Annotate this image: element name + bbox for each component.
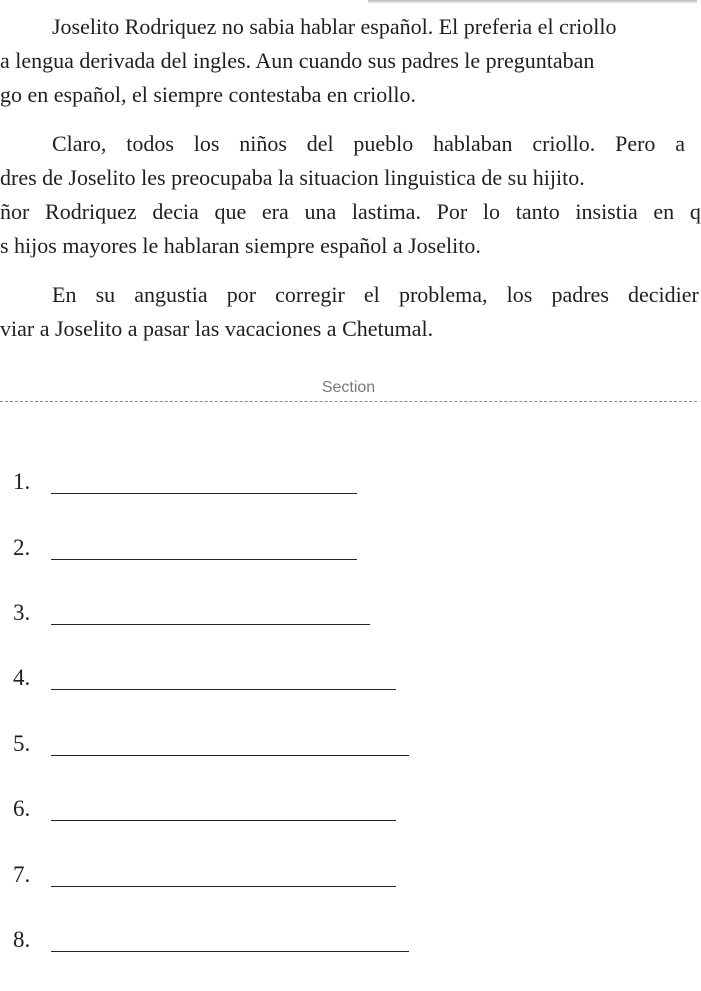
answer-blank-line[interactable] — [51, 755, 409, 756]
passage-word: el — [363, 282, 380, 307]
section-label: Section — [321, 379, 376, 396]
passage-word: su — [95, 282, 116, 307]
passage-word: insistia — [575, 199, 638, 224]
passage-word: lastima. — [351, 199, 421, 224]
answer-number: 2. — [13, 535, 31, 560]
passage-word: lo — [482, 199, 501, 224]
passage-line: s hijos mayores le hablaran siempre español a Joselito. — [0, 233, 481, 258]
passage-word: los — [193, 131, 220, 156]
answer-number: 6. — [13, 796, 31, 821]
top-edge-shadow — [368, 0, 697, 4]
passage-line: Joselito Rodriquez no sabia hablar español. El preferia el criollo — [52, 14, 617, 39]
passage-word: problema, — [398, 282, 488, 307]
answer-blank-line[interactable] — [51, 820, 396, 821]
passage-line: viar a Joselito a pasar las vacaciones a Chetumal. — [0, 316, 434, 341]
answer-blank-line[interactable] — [51, 951, 409, 952]
passage-word: corregir — [275, 282, 345, 307]
passage-word: ñor — [0, 199, 30, 224]
answer-blank-line[interactable] — [51, 886, 396, 887]
passage-word: Rodriquez — [45, 199, 137, 224]
passage-word: criollo. — [532, 131, 596, 156]
passage-word: tanto — [515, 199, 560, 224]
passage-word: angustia — [134, 282, 208, 307]
passage-word: que — [214, 199, 247, 224]
answer-number: 1. — [13, 469, 31, 494]
passage-word: niños — [239, 131, 287, 156]
passage-word: por — [226, 282, 257, 307]
passage-word: decia — [152, 199, 199, 224]
passage-word: hablaban — [433, 131, 513, 156]
passage-line: dres de Joselito les preocupaba la situacion linguistica de su hijito. — [0, 165, 585, 190]
passage-line-justified — [52, 281, 699, 309]
passage-line: go en español, el siempre contestaba en criollo. — [0, 82, 417, 107]
passage-word: pueblo — [353, 131, 414, 156]
answer-blank-line[interactable] — [51, 559, 357, 560]
section-divider — [0, 401, 697, 402]
passage-word: era — [261, 199, 289, 224]
passage-line-justified — [52, 130, 685, 158]
answer-number: 4. — [13, 665, 31, 690]
passage-word: q — [689, 199, 701, 224]
answer-number: 8. — [13, 927, 31, 952]
passage-word: Por — [436, 199, 468, 224]
answer-blank-line[interactable] — [51, 689, 396, 690]
answer-blank-line[interactable] — [51, 493, 357, 494]
passage-word: decidier — [628, 282, 699, 307]
passage-word: todos — [126, 131, 174, 156]
answer-number: 7. — [13, 862, 31, 887]
answer-blank-line[interactable] — [51, 624, 370, 625]
passage-word: a — [675, 131, 685, 156]
passage-word: una — [304, 199, 337, 224]
passage-line-justified — [0, 198, 701, 226]
answer-number: 5. — [13, 731, 31, 756]
passage-word: Pero — [615, 131, 656, 156]
passage-word: padres — [551, 282, 609, 307]
passage-word: los — [506, 282, 533, 307]
answer-number: 3. — [13, 600, 31, 625]
passage-word: en — [653, 199, 675, 224]
passage-word: Claro, — [52, 131, 107, 156]
passage-word: del — [306, 131, 334, 156]
passage-word: En — [52, 282, 77, 307]
passage-line: a lengua derivada del ingles. Aun cuando sus padres le preguntaban — [0, 48, 595, 73]
